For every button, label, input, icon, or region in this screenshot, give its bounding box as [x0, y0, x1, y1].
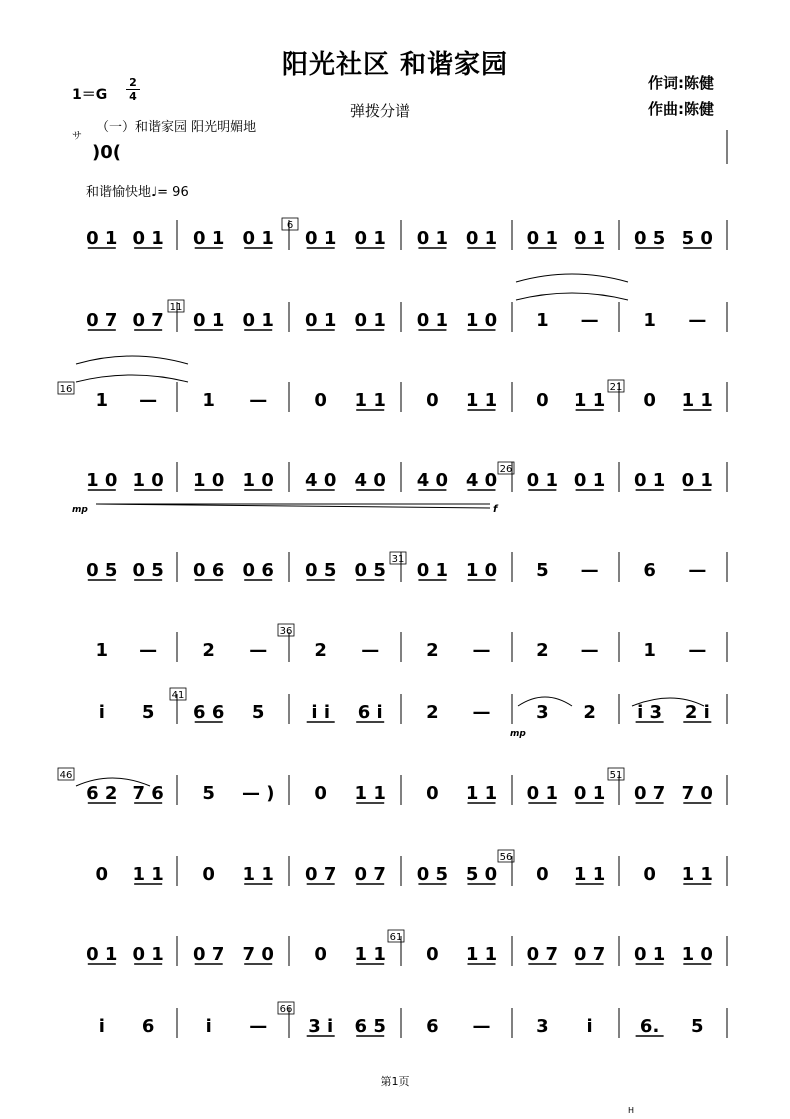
tie-slur [516, 293, 628, 300]
crescendo-hairpin-lower [96, 504, 490, 508]
beat-notes: 3 i [308, 1016, 334, 1037]
beat-notes: 5 [202, 783, 215, 804]
beat-notes: 0 1 [416, 310, 449, 331]
beat-notes: 5 [536, 560, 549, 581]
beat-notes: 0 [426, 390, 439, 411]
beat-notes: — [580, 310, 599, 331]
dynamics-group [72, 504, 526, 739]
beat-notes: 0 1 [465, 228, 498, 249]
beat-notes: 2 i [684, 702, 710, 723]
beat-notes: 0 6 [193, 560, 225, 581]
beat-notes: 0 1 [193, 228, 225, 249]
tempo-text: 和谐愉快地 [86, 185, 152, 200]
score-row [86, 552, 727, 582]
rehearsal-number: 6 [286, 220, 294, 231]
slurs [76, 274, 707, 786]
beat-notes: 0 6 [242, 560, 274, 581]
beat-notes: 4 0 [465, 470, 498, 491]
beat-notes: — [472, 1016, 491, 1037]
rehearsal-marks [58, 218, 624, 1015]
beat-notes: 1 1 [354, 390, 386, 411]
section-mark: サ [72, 131, 82, 142]
rehearsal-number: 26 [499, 464, 513, 475]
intro-symbols: )0( [92, 142, 121, 163]
beat-notes: 0 1 [573, 783, 606, 804]
beat-notes: 1 1 [465, 944, 498, 965]
rehearsal-number: 51 [609, 770, 623, 781]
score-row [96, 382, 727, 412]
rehearsal-number: 61 [389, 932, 403, 943]
beat-notes: — [249, 390, 268, 411]
tempo-value: = 96 [157, 185, 189, 200]
beat-notes: 0 [314, 944, 327, 965]
page-footer: 第1页 [380, 1075, 410, 1088]
beat-notes: 0 7 [354, 864, 386, 885]
beat-notes: 2 [314, 640, 327, 661]
score-rows [86, 220, 727, 1038]
beat-notes: 5 0 [681, 228, 713, 249]
beat-notes: 0 5 [305, 560, 337, 581]
beat-notes: 0 [426, 783, 439, 804]
beat-notes: 1 1 [354, 783, 386, 804]
beat-notes: 0 1 [354, 228, 386, 249]
time-signature-bottom: 4 [129, 90, 137, 103]
time-signature-top: 2 [126, 76, 140, 90]
score-row [86, 775, 727, 805]
beat-notes: i i [311, 702, 331, 723]
beat-notes: — [361, 640, 380, 661]
beat-notes: 1 0 [242, 470, 274, 491]
beat-notes: 0 1 [193, 310, 225, 331]
beat-notes: 0 1 [633, 470, 666, 491]
beat-notes: 1 [202, 390, 215, 411]
beat-notes: 2 [536, 640, 549, 661]
beat-notes: 0 1 [633, 944, 666, 965]
key-signature: 1＝G [72, 87, 108, 103]
beat-notes: 2 [426, 702, 439, 723]
beat-notes: 1 [536, 310, 549, 331]
beat-notes: 0 1 [681, 470, 713, 491]
beat-notes: — [688, 310, 707, 331]
score-row [86, 462, 727, 492]
beat-notes: 0 7 [573, 944, 606, 965]
beat-notes: 0 1 [132, 228, 164, 249]
rehearsal-number: 46 [59, 770, 73, 781]
beat-notes: 0 5 [132, 560, 164, 581]
beat-notes: 2 [426, 640, 439, 661]
beat-notes: 1 0 [193, 470, 225, 491]
beat-notes: i [98, 702, 105, 723]
rehearsal-number: 41 [171, 690, 185, 701]
tie-slur [76, 356, 188, 364]
beat-notes: 6 5 [354, 1016, 386, 1037]
beat-notes: 7 0 [242, 944, 274, 965]
beat-notes: 0 5 [354, 560, 386, 581]
beat-notes: — [688, 560, 707, 581]
beat-notes: 1 [643, 640, 656, 661]
beat-notes: 0 [536, 864, 549, 885]
rehearsal-number: 36 [279, 626, 293, 637]
beat-notes: i 3 [637, 702, 663, 723]
beat-notes: 0 7 [526, 944, 559, 965]
beat-notes: 0 7 [633, 783, 666, 804]
beat-notes: 7 6 [132, 783, 164, 804]
beat-notes: 0 [426, 944, 439, 965]
beat-notes: 6 2 [86, 783, 118, 804]
score-row [86, 936, 727, 966]
beat-notes: — [139, 390, 158, 411]
beat-notes: — [249, 640, 268, 661]
beat-notes: — [580, 640, 599, 661]
beat-notes: 5 [691, 1016, 704, 1037]
beat-notes: — [472, 702, 491, 723]
beat-notes: — [139, 640, 158, 661]
beat-notes: — [688, 640, 707, 661]
beat-notes: 1 0 [132, 470, 164, 491]
beat-notes: 0 [643, 864, 656, 885]
beat-notes: 1 1 [465, 783, 498, 804]
beat-notes: 6 6 [193, 702, 225, 723]
beat-notes: 6 [141, 1016, 155, 1037]
beat-notes: 1 [643, 310, 656, 331]
beat-notes: 3 [536, 1016, 549, 1037]
beat-notes: 3 [536, 702, 549, 723]
beat-notes: 1 0 [681, 944, 713, 965]
beat-notes: 2 [583, 702, 596, 723]
rehearsal-number: 11 [169, 302, 183, 313]
beat-notes: — [249, 1016, 268, 1037]
beat-notes: 0 7 [86, 310, 118, 331]
beat-notes: 1 1 [132, 864, 164, 885]
beat-notes: 0 7 [193, 944, 225, 965]
subtitle: 弹拨分谱 [350, 102, 411, 120]
beat-notes: 1 1 [573, 864, 606, 885]
beat-notes: 0 1 [242, 228, 274, 249]
beat-notes: 4 0 [305, 470, 337, 491]
beat-notes: 7 0 [681, 783, 713, 804]
score-row [86, 220, 727, 250]
quarter-note-icon: ♩ [151, 185, 158, 200]
beat-notes: 0 5 [633, 228, 666, 249]
beat-notes: 0 1 [573, 470, 606, 491]
dynamic-mp: mp [72, 505, 88, 515]
beat-notes: 0 [536, 390, 549, 411]
beat-notes: 5 [141, 702, 155, 723]
beat-notes: 6 [426, 1016, 439, 1037]
beat-notes: 1 0 [86, 470, 118, 491]
beat-notes: 5 0 [465, 864, 498, 885]
beat-notes: 1 [95, 640, 109, 661]
rehearsal-number: 56 [499, 852, 513, 863]
dynamic-mp-2: mp [510, 729, 526, 739]
beat-notes: 6. [639, 1016, 660, 1037]
tie-slur [516, 274, 628, 282]
beat-notes: 0 1 [526, 228, 559, 249]
beat-notes: 1 1 [681, 864, 713, 885]
beat-notes: 0 1 [573, 228, 606, 249]
beat-notes: 0 7 [132, 310, 164, 331]
beat-notes: 1 1 [354, 944, 386, 965]
beat-notes: — [472, 640, 491, 661]
beat-notes: i [586, 1016, 593, 1037]
rehearsal-number: 31 [391, 554, 405, 565]
beat-notes: 1 1 [573, 390, 606, 411]
beat-notes: 1 1 [242, 864, 274, 885]
beat-notes: 1 0 [465, 310, 498, 331]
rehearsal-number: 66 [279, 1004, 293, 1015]
score-row [96, 856, 727, 886]
beat-notes: 0 5 [416, 864, 449, 885]
beat-notes: 6 [643, 560, 656, 581]
corner-mark: H [628, 1106, 635, 1115]
beat-notes: 0 1 [305, 228, 337, 249]
lyricist-credit: 作词:陈健 [648, 74, 714, 92]
rehearsal-number: 16 [59, 384, 73, 395]
dynamic-f: f [493, 504, 498, 515]
beat-notes: 0 [643, 390, 656, 411]
beat-notes: 0 [202, 864, 215, 885]
beat-notes: 0 1 [416, 228, 449, 249]
beat-notes: 0 1 [526, 470, 559, 491]
beat-notes: 1 0 [465, 560, 498, 581]
beat-notes: 0 1 [132, 944, 164, 965]
beat-notes: 1 1 [681, 390, 713, 411]
beat-notes: 0 1 [86, 944, 118, 965]
beat-notes: 0 1 [526, 783, 559, 804]
beat-notes: 0 1 [305, 310, 337, 331]
score-row [99, 694, 727, 724]
score-row [99, 1008, 727, 1038]
beat-notes: 0 [95, 864, 109, 885]
beat-notes: — ) [241, 783, 275, 804]
beat-notes: 4 0 [354, 470, 386, 491]
beat-notes: 2 [202, 640, 215, 661]
beat-notes: 0 1 [86, 228, 118, 249]
section-label: （一）和谐家园 阳光明媚地 [96, 120, 257, 135]
beat-notes: 6 i [357, 702, 383, 723]
tie-slur [76, 375, 188, 382]
beat-notes: 0 5 [86, 560, 118, 581]
beat-notes: 0 7 [305, 864, 337, 885]
beat-notes: 0 [314, 390, 327, 411]
beat-notes: 1 [95, 390, 109, 411]
composer-credit: 作曲:陈健 [648, 100, 714, 118]
beat-notes: 0 1 [354, 310, 386, 331]
page-title: 阳光社区 和谐家园 [281, 50, 509, 80]
beat-notes: 0 1 [416, 560, 449, 581]
beat-notes: 4 0 [416, 470, 449, 491]
beat-notes: 1 1 [465, 390, 498, 411]
beat-notes: 0 1 [242, 310, 274, 331]
beat-notes: 0 [314, 783, 327, 804]
beat-notes: i [205, 1016, 212, 1037]
beat-notes: — [580, 560, 599, 581]
score-row [96, 632, 727, 662]
beat-notes: 5 [251, 702, 265, 723]
beat-notes: i [98, 1016, 105, 1037]
rehearsal-number: 21 [609, 382, 623, 393]
